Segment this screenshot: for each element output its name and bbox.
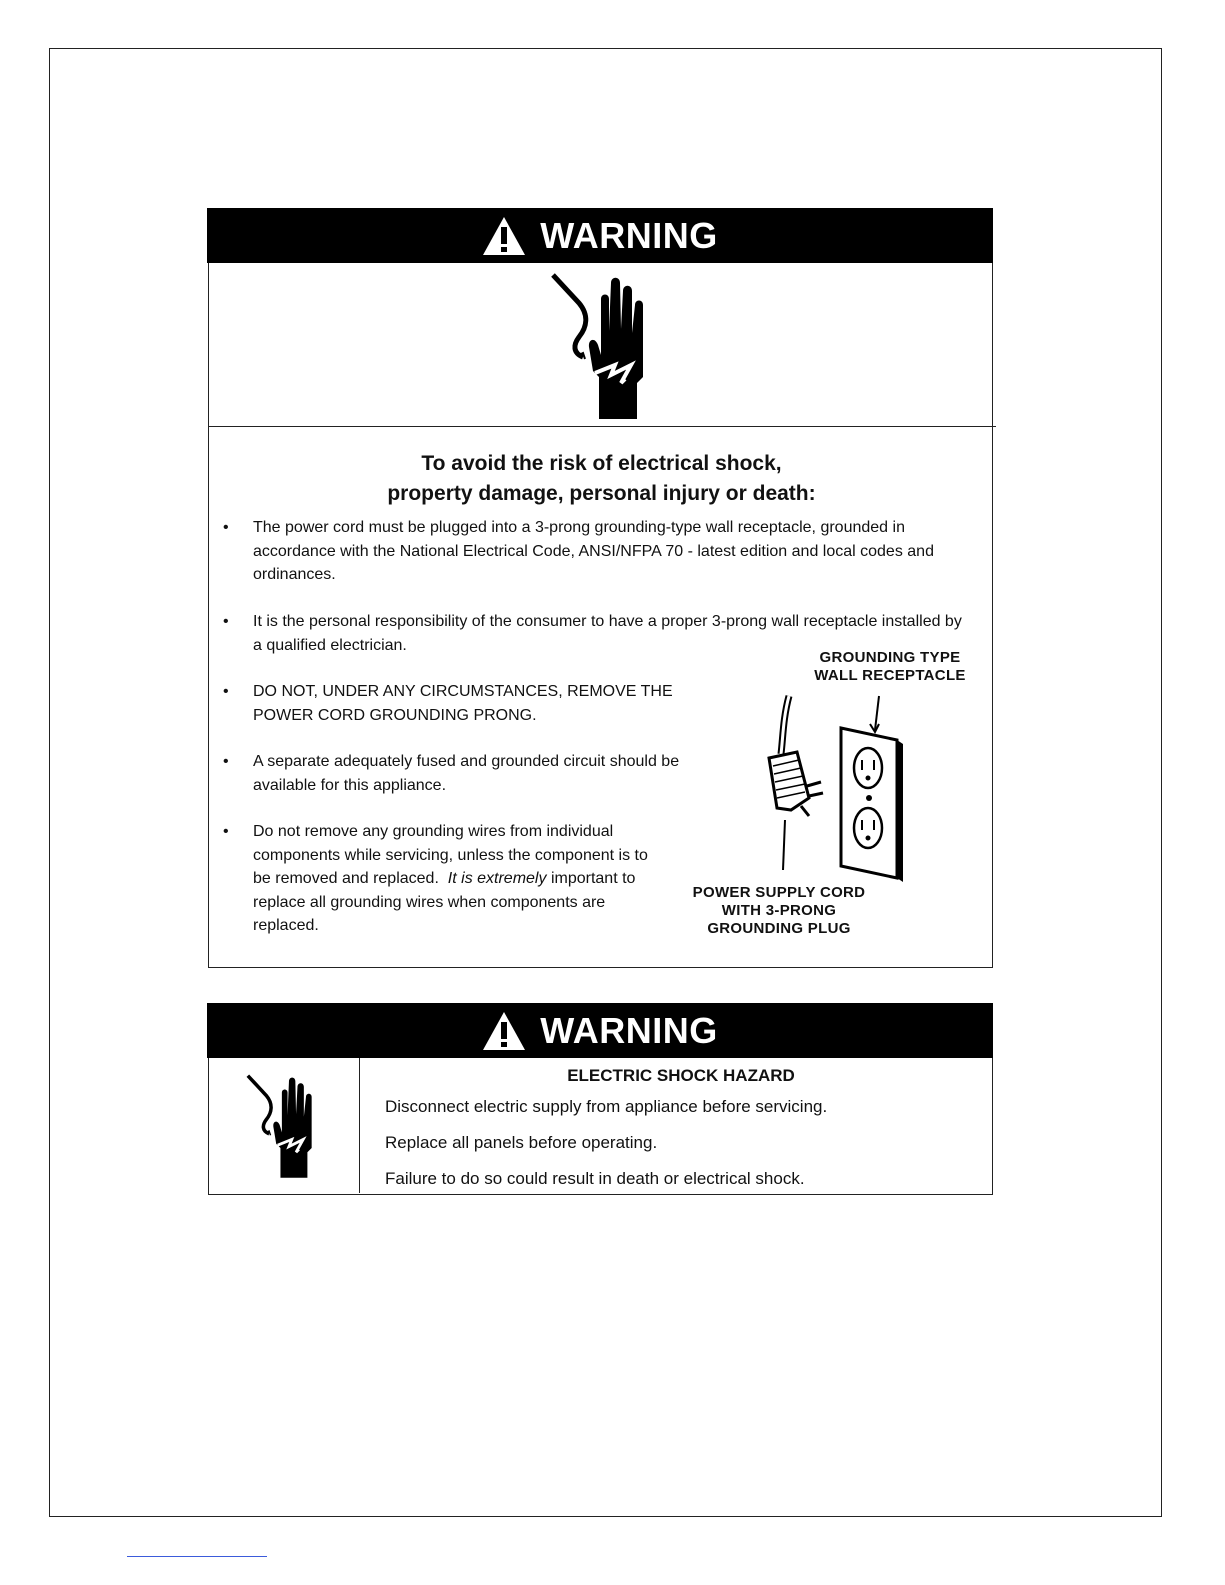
- hazard-instruction: Failure to do so could result in death or electrical shock.: [385, 1169, 805, 1188]
- footer-link-underline: [127, 1556, 267, 1557]
- plug-caption: POWER SUPPLY CORD WITH 3-PRONG GROUNDING PLUG: [692, 884, 866, 937]
- warning-box-shock-hazard: [208, 1058, 993, 1195]
- warning-heading: To avoid the risk of electrical shock, property damage, personal injury or death:: [387, 452, 816, 505]
- hazard-title: ELECTRIC SHOCK HAZARD: [567, 1066, 795, 1085]
- divider: [209, 426, 996, 427]
- warning-triangle-icon: [482, 216, 526, 256]
- electric-shock-hand-icon: [549, 273, 659, 419]
- warning-box-electrical: To avoid the risk of electrical shock, property damage, personal injury or death: • The power cord must be plugged into a 3-prong grounding-type wall receptacle, grounded in accordance with the National Electrical Code, ANSI/NFPA 70 - latest edition and local codes and ordinances. • It is the personal responsibility of the consumer to have a proper 3-prong wall receptacle installed by a qualified electrician. • DO NOT, UNDER ANY CIRCUMSTANCES, REMOVE THE POWER CORD GROUNDING PRONG. • A separate adequately fused and grounded circuit should be available for this appliance. • Do not remove any grounding wires from individual components while servicing, unless the component is to be removed and replaced. It is extremely important to replace all grounding wires when components are replaced. GROUNDING TYPE WALL RECEPTACLE POWER SUPPLY CORD WITH 3-PRONG GROUNDING PLUG: [208, 263, 993, 968]
- divider: [359, 1058, 360, 1193]
- warning-title: WARNING: [540, 1009, 718, 1051]
- warning-header: [207, 208, 993, 263]
- hazard-instruction: Disconnect electric supply from appliance before servicing.: [385, 1097, 828, 1116]
- warning-triangle-icon: [482, 1011, 526, 1051]
- warning-title: WARNING: [540, 214, 718, 256]
- warning-header: [207, 1003, 993, 1058]
- hazard-instruction: Replace all panels before operating.: [385, 1133, 658, 1152]
- electric-shock-hand-icon: [245, 1072, 323, 1180]
- receptacle-caption: GROUNDING TYPE WALL RECEPTACLE: [814, 649, 966, 684]
